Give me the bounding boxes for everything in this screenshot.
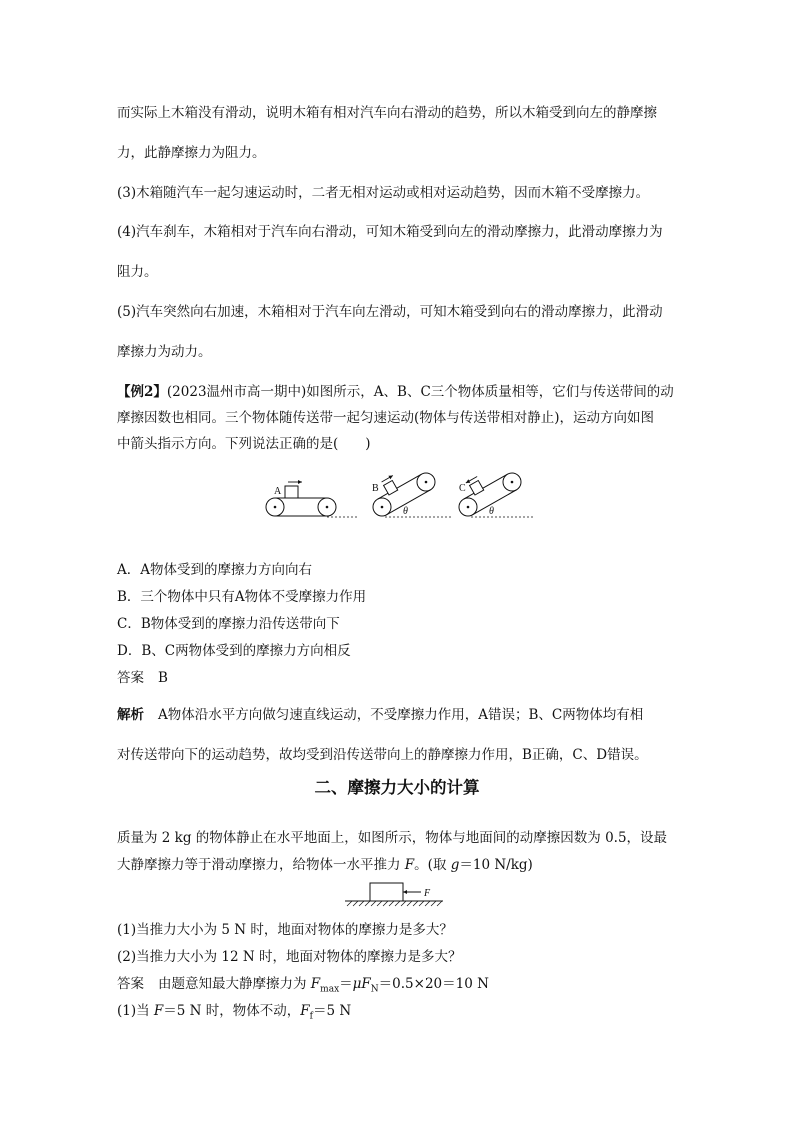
- example2-line2: 摩擦因数也相同。三个物体随传送带一起匀速运动(物体与传送带相对静止)，运动方向如图: [117, 410, 655, 426]
- problem-g-var: g: [450, 857, 460, 873]
- example2-line1: [117, 380, 674, 400]
- item-4-line1: (4)汽车刹车，木箱相对于汽车向右滑动，可知木箱受到向左的滑动摩擦力，此滑动摩擦力为: [117, 224, 663, 240]
- para1-line2: 力，此静摩擦力为阻力。: [117, 145, 266, 161]
- problem-force-var: F: [404, 857, 415, 873]
- analysis-line2: 对传送带向下的运动趋势，故均受到沿传送带向上的静摩擦力作用，B正确，C、D错误。: [117, 747, 648, 763]
- belt-b: [372, 473, 451, 517]
- belt-c: [459, 473, 535, 517]
- theta-b: θ: [403, 506, 408, 517]
- answer-line: [117, 666, 168, 686]
- step1-text-a: (1)当: [117, 1003, 154, 1019]
- label-c: C: [459, 483, 466, 494]
- item-5-line1: (5)汽车突然向右加速，木箱相对于汽车向左滑动，可知木箱受到向右的滑动摩擦力，此滑动: [117, 304, 663, 320]
- example-line1-rest: 如图所示，A、B、C三个物体质量相等，它们与传送带间的动: [306, 384, 674, 400]
- item-3: (3)木箱随汽车一起匀速运动时，二者无相对运动或相对运动趋势，因而木箱不受摩擦力。: [117, 185, 650, 201]
- answer-label: 答案: [117, 670, 144, 686]
- answer2-sub-max: max: [320, 984, 340, 995]
- step1-line: [117, 999, 351, 1022]
- problem-line1: 质量为 2 kg 的物体静止在水平地面上，如图所示，物体与地面间的动摩擦因数为 0.5，设最: [117, 830, 668, 846]
- section-title: 二、摩擦力大小的计算: [314, 778, 480, 797]
- problem-line2-b: 。(取: [414, 857, 451, 873]
- label-a: A: [274, 486, 282, 497]
- problem-line2: [117, 853, 533, 873]
- question-1: (1)当推力大小为 5 N 时，地面对物体的摩擦力是多大？: [117, 922, 453, 938]
- item-4-line2: 阻力。: [117, 264, 158, 280]
- step1-text-b: ＝5 N 时，物体不动，: [163, 1003, 301, 1019]
- label-b: B: [372, 483, 379, 494]
- belt-a: [266, 480, 359, 517]
- block-figure: [345, 877, 455, 909]
- step1-text-c: ＝5 N: [313, 1003, 352, 1019]
- question-2: (2)当推力大小为 12 N 时，地面对物体的摩擦力是多大？: [117, 949, 462, 965]
- option-d: D．B、C两物体受到的摩擦力方向相反: [117, 643, 351, 659]
- answer2-sub-n: N: [370, 984, 379, 995]
- force-label: F: [424, 888, 431, 899]
- problem-line2-c: ＝10 N/kg): [459, 857, 533, 873]
- para1-line1: 而实际上木箱没有滑动，说明木箱有相对汽车向右滑动的趋势，所以木箱受到向左的静摩擦: [117, 105, 657, 121]
- item-5-line2: 摩擦力为动力。: [117, 344, 212, 360]
- answer2-eq-b: ＝0.5×20＝10 N: [378, 976, 489, 992]
- theta-c: θ: [489, 506, 494, 517]
- option-c: C．B物体受到的摩擦力沿传送带向下: [117, 616, 340, 632]
- answer2-label: 答案: [117, 976, 144, 992]
- analysis-text1: A物体沿水平方向做匀速直线运动，不受摩擦力作用，A错误；B、C两物体均有相: [158, 707, 644, 723]
- example2-line3: 中箭头指示方向。下列说法正确的是( ): [117, 436, 371, 452]
- option-b: B．三个物体中只有A物体不受摩擦力作用: [117, 589, 367, 605]
- answer-value: B: [158, 670, 168, 686]
- answer2-mu: μF: [352, 976, 371, 992]
- answer2-eq-a: ＝: [339, 976, 353, 992]
- analysis-label: 解析: [117, 707, 144, 723]
- conveyor-figure: [255, 462, 545, 524]
- step1-sub-f: f: [309, 1011, 313, 1022]
- answer2-line: [117, 972, 489, 995]
- option-a: A．A物体受到的摩擦力方向向右: [117, 562, 312, 578]
- answer2-F: F: [310, 976, 321, 992]
- analysis-line1: [117, 703, 643, 723]
- answer2-text-a: 由题意知最大静摩擦力为: [158, 976, 311, 992]
- step1-Ff: F: [300, 1003, 310, 1019]
- example-source: (2023温州市高一期中): [166, 384, 307, 400]
- problem-line2-a: 大静摩擦力等于滑动摩擦力，给物体一水平推力: [117, 857, 405, 873]
- example-tag: 【例2】: [117, 384, 167, 400]
- step1-F: F: [153, 1003, 164, 1019]
